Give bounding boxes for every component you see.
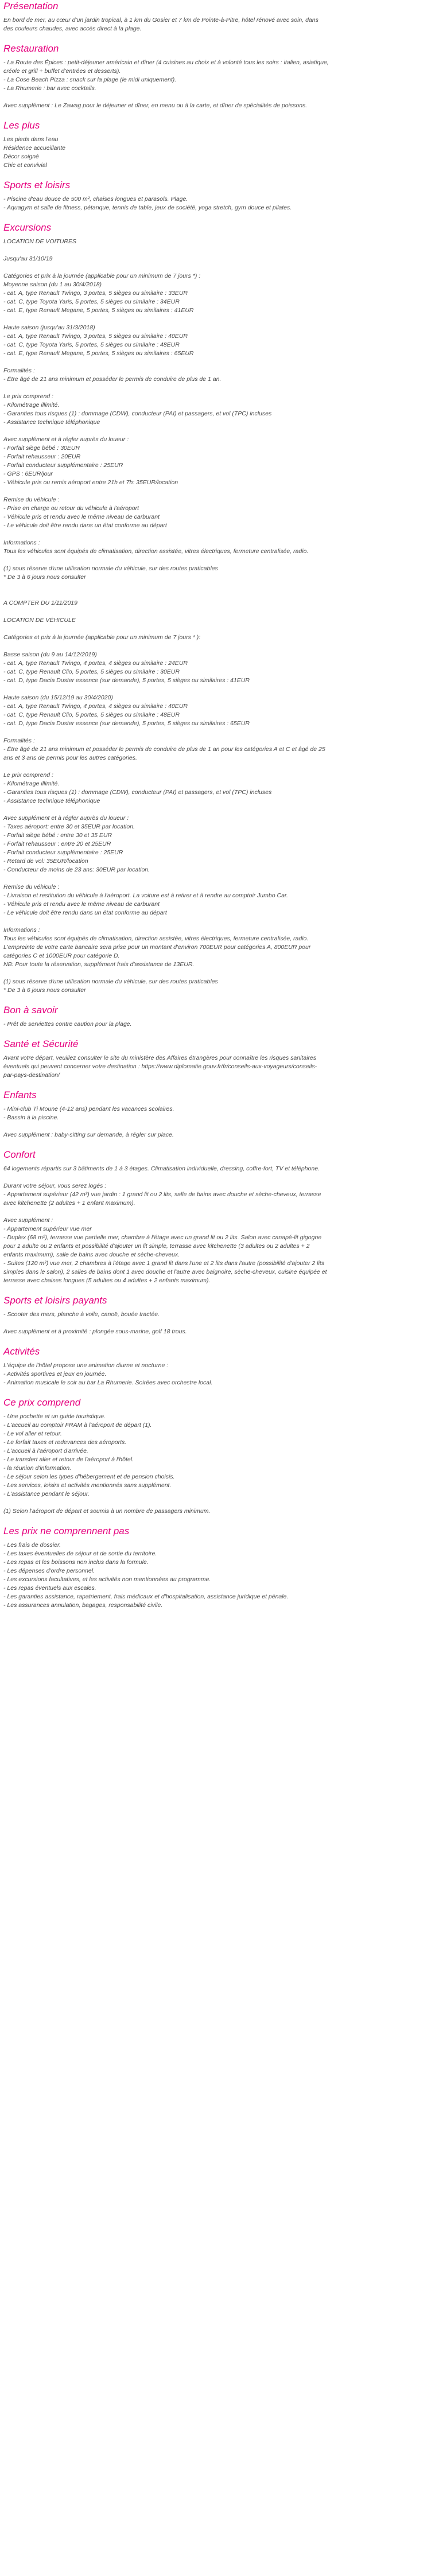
text-line: - cat. E, type Renault Megane, 5 portes, 5 sièges ou similaires : 41EUR	[3, 307, 194, 314]
text-line: Résidence accueillante	[3, 145, 65, 151]
text-line: * De 3 à 6 jours nous consulter	[3, 987, 86, 994]
text-line: créole et grill + buffet d'entrées et desserts).	[3, 68, 121, 75]
section-sante-et-securite	[3, 1038, 432, 1080]
text-line: - Kilométrage illimité.	[3, 780, 60, 787]
text-line: - Assistance technique téléphonique	[3, 797, 100, 804]
blank-line	[3, 487, 432, 496]
text-line: - Appartement supérieur (42 m²) vue jardin : 1 grand lit ou 2 lits, salle de bains avec douche et sèche-cheveux, terrasse	[3, 1191, 321, 1198]
section-heading: Bon à savoir	[3, 1005, 58, 1015]
section-heading: Sports et loisirs	[3, 180, 71, 190]
text-line: - la réunion d'information.	[3, 1465, 72, 1472]
text-line: - Les dépenses d'ordre personnel.	[3, 1567, 95, 1574]
blank-line	[3, 806, 432, 814]
text-line: avec kitchenette (2 adultes + 1 enfant maximum).	[3, 1200, 135, 1207]
blank-line	[3, 917, 432, 926]
text-line: éventuels qui peuvent concerner votre destination : https://www.diplomatie.gouv.fr/fr/conseils-aux-voyageurs/conseils-	[3, 1063, 317, 1070]
blank-line	[3, 315, 432, 324]
blank-line	[3, 530, 432, 539]
blank-line	[3, 1499, 432, 1507]
text-line: Haute saison (du 15/12/19 au 30/4/2020)	[3, 694, 113, 701]
text-line: - L'accueil à l'aéroport d'arrivée.	[3, 1447, 88, 1454]
text-line: pour 1 adulte ou 2 enfants et possibilité d'ajouter un lit simple, terrasse avec kitchenette (3 adultes ou 2 adultes + 2	[3, 1243, 310, 1250]
blank-line	[3, 874, 432, 883]
text-line: Le prix comprend :	[3, 393, 53, 400]
text-line: - Retard de vol: 35EUR/location	[3, 858, 88, 865]
text-line: Avec supplément : Le Zawag pour le déjeuner et dîner, en menu ou à la carte, et dîner de spécialités de poissons.	[3, 102, 308, 109]
text-line: Avec supplément et à régler auprès du loueur :	[3, 436, 129, 443]
text-line: - Garanties tous risques (1) : dommage (CDW), conducteur (PAI) et passagers, et vol (TPC) incluses	[3, 789, 272, 796]
text-line: - GPS : 6EUR/jour	[3, 470, 53, 477]
text-line: Avec supplément :	[3, 1217, 53, 1224]
text-line: - Le véhicule doit être rendu dans un état conforme au départ	[3, 909, 167, 916]
text-line: - La Route des Épices : petit-déjeuner américain et dîner (4 cuisines au choix et à volonté tous les soirs : italien, asiatique,	[3, 59, 329, 66]
text-line: - Kilométrage illimité.	[3, 402, 60, 408]
text-line: - Prêt de serviettes contre caution pour la plage.	[3, 1021, 132, 1028]
text-line: - Le véhicule doit être rendu dans un état conforme au départ	[3, 522, 167, 529]
blank-line	[3, 358, 432, 367]
text-line: Formalités :	[3, 367, 35, 374]
blank-line	[3, 728, 432, 737]
text-line: - Les taxes éventuelles de séjour et de sortie du territoire.	[3, 1550, 157, 1557]
text-line: A COMPTER DU 1/11/2019	[3, 600, 77, 606]
text-line: - Activités sportives et jeux en journée.	[3, 1371, 107, 1378]
text-line: NB: Pour toute la réservation, supplément frais d'assistance de 13EUR.	[3, 961, 195, 968]
blank-line	[3, 93, 432, 102]
text-line: - cat. A, type Renault Twingo, 3 portes, 5 sièges ou similaire : 33EUR	[3, 290, 188, 297]
text-line: enfants maximum), salle de bains avec douche et sèche-cheveux.	[3, 1251, 180, 1258]
text-line: - Suites (120 m²) vue mer, 2 chambres à l'étage avec 1 grand lit dans l'une et 2 lits dans l'autre (possibilité d'ajouter 2 lits	[3, 1260, 324, 1267]
text-line: - La Cose Beach Pizza : snack sur la plage (le midi uniquement).	[3, 76, 177, 83]
section-ce-prix-comprend	[3, 1396, 432, 1516]
text-line: - Piscine d'eau douce de 500 m², chaises longues et parasols. Plage.	[3, 196, 188, 203]
text-line: Chic et convivial	[3, 162, 47, 169]
blank-line	[3, 1122, 432, 1131]
text-line: des couleurs chaudes, avec accès direct à la plage.	[3, 25, 142, 32]
text-line: - Véhicule pris ou remis aéroport entre 21h et 7h: 35EUR/location	[3, 479, 178, 486]
section-heading: Ce prix comprend	[3, 1397, 81, 1408]
text-line: - L'assistance pendant le séjour.	[3, 1491, 90, 1497]
text-line: Informations :	[3, 539, 40, 546]
section-heading: Les prix ne comprennent pas	[3, 1526, 130, 1536]
text-line: - Une pochette et un guide touristique.	[3, 1413, 106, 1420]
text-line: - Forfait rehausseur : entre 20 et 25EUR	[3, 840, 111, 847]
blank-line	[3, 427, 432, 435]
blank-line	[3, 246, 432, 255]
text-line: - Les assurances annulation, bagages, responsabilité civile.	[3, 1602, 163, 1609]
text-line: Remise du véhicule :	[3, 884, 60, 890]
text-line: En bord de mer, au cœur d'un jardin tropical, à 1 km du Gosier et 7 km de Pointe-à-Pitre, hôtel rénové avec soin, dans	[3, 17, 319, 24]
text-line: - Prise en charge ou retour du véhicule à l'aéroport	[3, 505, 139, 512]
text-line: - Garanties tous risques (1) : dommage (CDW), conducteur (PAI) et passagers, et vol (TPC) incluses	[3, 410, 272, 417]
section-confort	[3, 1149, 432, 1285]
text-line: Moyenne saison (du 1 au 30/4/2018)	[3, 281, 102, 288]
text-line: - Forfait siège bébé : 30EUR	[3, 445, 80, 452]
text-line: Avec supplément et à proximité : plongée sous-marine, golf 18 trous.	[3, 1328, 187, 1335]
text-line: LOCATION DE VÉHICULE	[3, 617, 76, 624]
section-heading: Santé et Sécurité	[3, 1038, 79, 1049]
section-heading: Sports et loisirs payants	[3, 1295, 107, 1306]
blank-line	[3, 685, 432, 694]
section-heading: Les plus	[3, 120, 40, 131]
text-line: - Les garanties assistance, rapatriement, frais médicaux et d'hospitalisation, assistance juridique et pénale.	[3, 1593, 289, 1600]
text-line: - Les services, loisirs et activités mentionnés sans supplément.	[3, 1482, 172, 1489]
text-line: L'empreinte de votre carte bancaire sera prise pour un montant d'environ 700EUR pour catégories A, 800EUR pour	[3, 944, 311, 951]
text-line: Tous les véhicules sont équipés de climatisation, direction assistée, vitres électriques, fermeture centralisée, radio.	[3, 548, 309, 555]
text-line: par-pays-destination/	[3, 1072, 60, 1079]
section-excursions	[3, 221, 432, 995]
section-heading: Présentation	[3, 1, 59, 11]
text-line: - cat. C, type Toyota Yaris, 5 portes, 5 sièges ou similaire : 34EUR	[3, 298, 180, 305]
text-line: - Le transfert aller et retour de l'aéroport à l'hôtel.	[3, 1456, 134, 1463]
section-heading: Enfants	[3, 1089, 37, 1100]
text-line: - Être âgé de 21 ans minimum et posséder le permis de conduire de plus de 1 an pour les catégories A et C et âgé de 25	[3, 746, 325, 753]
text-line: - Scooter des mers, planche à voile, canoë, bouée tractée.	[3, 1311, 160, 1318]
text-line: (1) Selon l'aéroport de départ et soumis à un nombre de passagers minimum.	[3, 1508, 211, 1515]
text-line: - Forfait rehausseur : 20EUR	[3, 453, 81, 460]
text-line: - Le forfait taxes et redevances des aéroports.	[3, 1439, 127, 1446]
blank-line	[3, 762, 432, 771]
blank-line	[3, 1319, 432, 1328]
text-line: - cat. E, type Renault Megane, 5 portes, 5 sièges ou similaires : 65EUR	[3, 350, 194, 357]
text-line: - Les repas éventuels aux escales.	[3, 1585, 96, 1591]
section-enfants	[3, 1089, 432, 1139]
text-line: Basse saison (du 9 au 14/12/2019)	[3, 651, 97, 658]
text-line: - Aquagym et salle de fitness, pétanque, tennis de table, jeux de société, yoga stretch, gym douce et pilates.	[3, 204, 292, 211]
text-line: - Les excursions facultatives, et les activités non mentionnées au programme.	[3, 1576, 211, 1583]
text-line: - Véhicule pris et rendu avec le même niveau de carburant	[3, 513, 160, 520]
blank-line	[3, 556, 432, 565]
text-line: (1) sous réserve d'une utilisation normale du véhicule, sur des routes praticables	[3, 978, 218, 985]
section-heading: Excursions	[3, 222, 52, 233]
blank-line	[3, 969, 432, 978]
section-sports-et-loisirs-payants	[3, 1294, 432, 1336]
text-line: - Le vol aller et retour.	[3, 1430, 62, 1437]
text-line: - cat. C, type Toyota Yaris, 5 portes, 5 sièges ou similaire : 48EUR	[3, 341, 180, 348]
text-line: - cat. A, type Renault Twingo, 3 portes, 5 sièges ou similaire : 40EUR	[3, 333, 188, 340]
blank-line	[3, 263, 432, 272]
section-heading: Confort	[3, 1149, 36, 1160]
text-line: LOCATION DE VOITURES	[3, 238, 76, 245]
text-line: - cat. D, type Dacia Duster essence (sur demande), 5 portes, 5 sièges ou similaires : 41EUR	[3, 677, 250, 684]
blank-line	[3, 625, 432, 633]
text-line: - Livraison et restitution du véhicule à l'aéroport. La voiture est à retirer et à rendre au comptoir Jumbo Car.	[3, 892, 288, 899]
text-line: - Être âgé de 21 ans minimum et posséder le permis de conduire de plus de 1 an.	[3, 376, 222, 383]
blank-line	[3, 1173, 432, 1182]
section-sports-et-loisirs	[3, 179, 432, 212]
text-line: Jusqu'au 31/10/19	[3, 255, 53, 262]
text-line: - Animation musicale le soir au bar La Rhumerie. Soirées avec orchestre local.	[3, 1379, 213, 1386]
section-heading: Restauration	[3, 43, 59, 54]
text-line: Tous les véhicules sont équipés de climatisation, direction assistée, vitres électriques, fermeture centralisée, radio.	[3, 935, 309, 942]
text-line: Catégories et prix à la journée (applicable pour un minimum de 7 jours *) :	[3, 273, 201, 279]
text-line: - L'accueil au comptoir FRAM à l'aéroport de départ (1).	[3, 1422, 152, 1429]
text-line: - Appartement supérieur vue mer	[3, 1225, 92, 1232]
section-presentation	[3, 0, 432, 33]
text-line: - cat. C, type Renault Clio, 5 portes, 5 sièges ou similaire : 48EUR	[3, 711, 180, 718]
blank-line	[3, 384, 432, 392]
blank-line	[3, 1208, 432, 1216]
text-line: 64 logements répartis sur 3 bâtiments de 1 à 3 étages. Climatisation individuelle, dressing, coffre-fort, TV et téléphone.	[3, 1165, 320, 1172]
text-line: - Véhicule pris et rendu avec le même niveau de carburant	[3, 901, 160, 908]
text-line: - Taxes aéroport: entre 30 et 35EUR par location.	[3, 823, 135, 830]
text-line: - Le séjour selon les types d'hébergement et de pension choisis.	[3, 1473, 175, 1480]
section-les-prix-ne-comprennent-pas	[3, 1525, 432, 1610]
text-line: - cat. C, type Renault Clio, 5 portes, 5 sièges ou similaire : 30EUR	[3, 668, 180, 675]
blank-line	[3, 608, 432, 616]
blank-line	[3, 582, 432, 590]
text-line: - Assistance technique téléphonique	[3, 419, 100, 426]
text-line: Formalités :	[3, 737, 35, 744]
text-line: Le prix comprend :	[3, 772, 53, 779]
blank-line	[3, 590, 432, 599]
text-line: Remise du véhicule :	[3, 496, 60, 503]
text-line: - Bassin à la piscine.	[3, 1114, 59, 1121]
text-line: - Forfait conducteur supplémentaire : 25EUR	[3, 462, 123, 469]
section-les-plus	[3, 119, 432, 170]
text-line: catégories C et 1000EUR pour catégorie D.	[3, 952, 120, 959]
text-line: (1) sous réserve d'une utilisation normale du véhicule, sur des routes praticables	[3, 565, 218, 572]
text-line: L'équipe de l'hôtel propose une animation diurne et nocturne :	[3, 1362, 169, 1369]
text-line: Informations :	[3, 927, 40, 933]
text-line: Haute saison (jusqu'au 31/3/2018)	[3, 324, 95, 331]
text-line: Durant votre séjour, vous serez logés :	[3, 1182, 107, 1189]
text-line: simples dans le salon), 2 salles de bains dont 1 avec douche et l'autre avec baignoire, sèche-cheveux, cuisine équipée et	[3, 1268, 327, 1275]
section-activites	[3, 1345, 432, 1387]
text-line: - cat. D, type Dacia Duster essence (sur demande), 5 portes, 5 sièges ou similaires : 65EUR	[3, 720, 250, 727]
text-line: Décor soigné	[3, 153, 39, 160]
text-line: - Mini-club Ti Moune (4-12 ans) pendant les vacances scolaires.	[3, 1106, 174, 1112]
blank-line	[3, 642, 432, 651]
text-line: - Conducteur de moins de 23 ans: 30EUR par location.	[3, 866, 150, 873]
text-line: Avec supplément et à régler auprès du loueur :	[3, 815, 129, 822]
section-heading: Activités	[3, 1346, 40, 1357]
text-line: - Les repas et les boissons non inclus dans la formule.	[3, 1559, 149, 1566]
text-line: Avant votre départ, veuillez consulter le site du ministère des Affaires étrangères pour connaître les risques sanitaires	[3, 1054, 317, 1061]
text-line: Avec supplément : baby-sitting sur demande, à régler sur place.	[3, 1131, 174, 1138]
text-line: - Duplex (68 m²), terrasse vue partielle mer, chambre à l'étage avec un grand lit ou 2 lits. Salon avec canapé-lit gigogne	[3, 1234, 322, 1241]
section-bon-a-savoir	[3, 1004, 432, 1029]
text-line: ans et 3 ans de permis pour les autres catégories.	[3, 754, 137, 761]
text-line: Les pieds dans l'eau	[3, 136, 59, 143]
section-restauration	[3, 42, 432, 110]
text-line: Catégories et prix à la journée (applicable pour un minimum de 7 jours * ):	[3, 634, 201, 641]
text-line: - cat. A, type Renault Twingo, 4 portes, 4 sièges ou similaire : 40EUR	[3, 703, 188, 710]
text-line: - Les frais de dossier.	[3, 1542, 61, 1548]
text-line: - cat. A, type Renault Twingo, 4 portes, 4 sièges ou similaire : 24EUR	[3, 660, 188, 667]
text-line: - La Rhumerie : bar avec cocktails.	[3, 85, 96, 92]
text-line: - Forfait conducteur supplémentaire : 25EUR	[3, 849, 123, 856]
text-line: terrasse avec chaises longues (5 adultes ou 4 adultes + 2 enfants maximum).	[3, 1277, 211, 1284]
text-line: * De 3 à 6 jours nous consulter	[3, 574, 86, 581]
text-line: - Forfait siège bébé : entre 30 et 35 EUR	[3, 832, 112, 839]
